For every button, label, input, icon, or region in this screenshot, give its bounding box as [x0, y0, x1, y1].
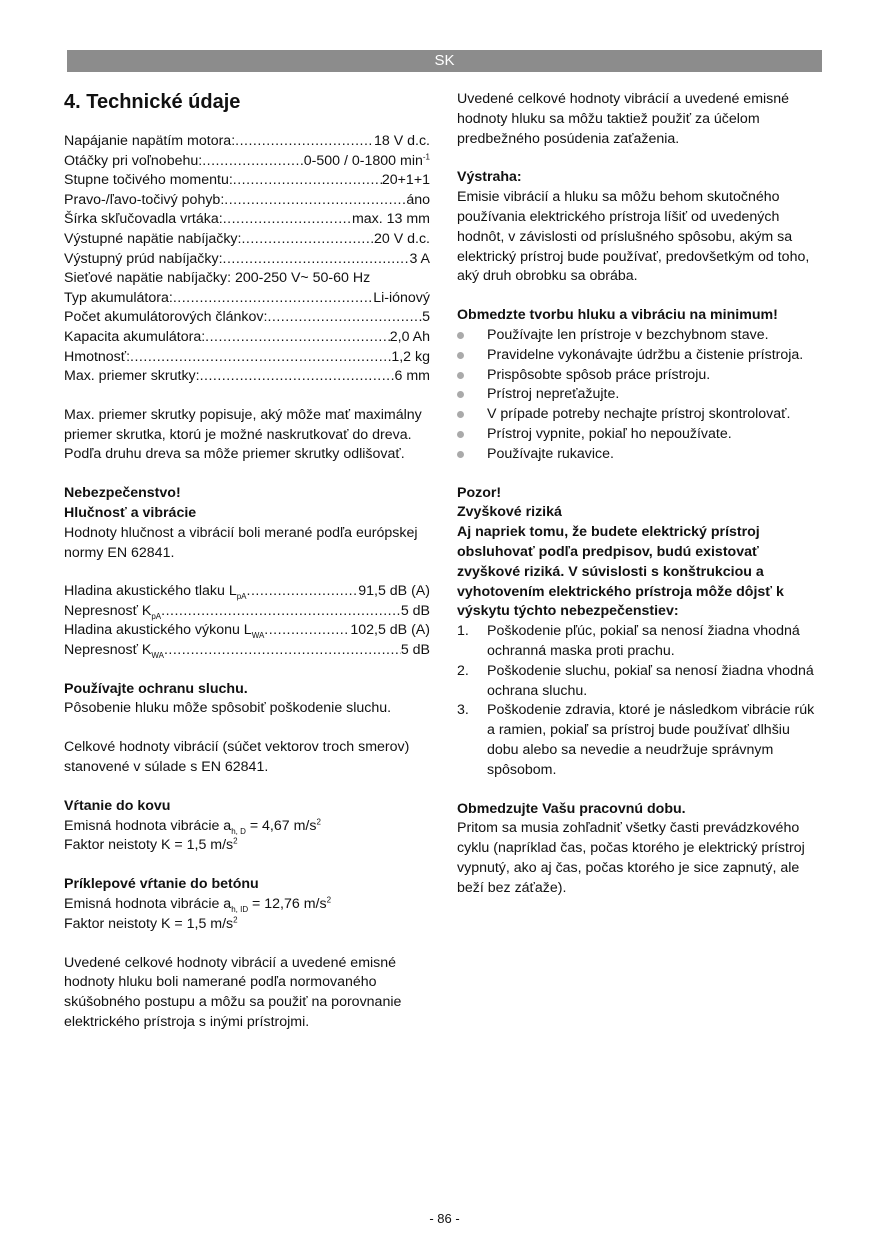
language-header-bar — [67, 50, 822, 72]
right-column — [457, 90, 825, 898]
noise-spec-row: Nepresnosť $K_{pA}$ ..... 5 dB — [64, 602, 430, 622]
spec-row: Hmotnosť: ..... 1,2 kg — [64, 348, 430, 368]
spec-row: Max. priemer skrutky: ..... 6 mm — [64, 367, 430, 387]
bullet-icon — [457, 411, 464, 418]
limit-heading: Obmedzte tvorbu hluku a vibráciu na minimum! — [457, 307, 778, 324]
danger-heading: Nebezpečenstvo! — [64, 485, 181, 502]
work-time-text: Pritom sa musia zohľadniť všetky časti prevádzkového cyklu (napríklad čas, počas ktorého je elektrický prístroj vypnutý, ako aj čas, počas ktorého je sice zapnutý, ale beží bez záťaže). — [457, 820, 805, 896]
screw-note: Max. priemer skrutky popisuje, aký môže mať maximálny priemer skrutka, ktorú je možné naskrutkovať do dreva. Podľa druhu dreva sa môže priemer skrutky odlišovať. — [64, 406, 422, 463]
caution-heading: Pozor! — [457, 484, 502, 501]
drill-metal-heading: Vŕtanie do kovu — [64, 797, 171, 814]
warning-heading: Výstraha: — [457, 169, 522, 186]
noise-spec-row: Nepresnosť $K_{WA}$ ..... 5 dB — [64, 641, 430, 661]
bullet-icon — [457, 332, 464, 339]
bullet-icon — [457, 372, 464, 379]
list-item: Prispôsobte spôsob práce prístroju. — [457, 366, 825, 386]
spec-row: Počet akumulátorových článkov: ..... 5 — [64, 308, 430, 328]
noise-heading: Hlučnosť a vibrácie — [64, 504, 197, 521]
spec-row: Výstupný prúd nabíjačky: ..... 3 A — [64, 250, 430, 270]
spec-row: Šírka skľučovadla vrtáka: ..... max. 13 mm — [64, 210, 430, 230]
list-item: 2. Poškodenie sluchu, pokiaľ sa nenosí žiadna vhodná ochrana sluchu. — [457, 662, 814, 699]
list-item: Pravidelne vykonávajte údržbu a čistenie prístroja. — [457, 346, 825, 366]
hammer-drill-heading: Príklepové vŕtanie do betónu — [64, 876, 259, 893]
spec-row: Napájanie napätím motora: ..... 18 V d.c. — [64, 132, 430, 152]
summary-text: Uvedené celkové hodnoty vibrácií a uvedené emisné hodnoty hluku boli namerané podľa normovaného skúšobného postupu a môžu sa použiť na porovnanie elektrického prístroja s inými prístrojmi. — [64, 954, 402, 1031]
warning-text: Emisie vibrácií a hluku sa môžu behom skutočného používania elektrického prístroja líšiť od uvedených hodnôt, v závislosti od príslušného spôsobu, akým sa elektrický prístroj bude používať, predovšetkým od toho, aký druh obrobku sa obrába. — [457, 189, 810, 285]
spec-row: Sieťové napätie nabíjačky: 200-250 V~ 50-60 Hz — [64, 270, 371, 287]
bullet-icon — [457, 451, 464, 458]
language-label: SK — [434, 52, 455, 69]
list-item: Prístroj vypnite, pokiaľ ho nepoužívate. — [457, 425, 825, 445]
spec-row: Výstupné napätie nabíjačky: ..... 20 V d.c. — [64, 230, 430, 250]
bullet-icon — [457, 391, 464, 398]
spec-row: Typ akumulátora: ..... Li-iónový — [64, 289, 430, 309]
hearing-protection-text: Pôsobenie hluku môže spôsobiť poškodenie sluchu. — [64, 700, 392, 717]
noise-spec-list — [64, 582, 430, 660]
intro-text: Uvedené celkové hodnoty vibrácií a uvedené emisné hodnoty hluku sa môžu taktiež použiť za účelom predbežného posúdenia zaťaženia. — [457, 91, 790, 147]
bullet-icon — [457, 431, 464, 438]
list-item: Prístroj nepreťažujte. — [457, 385, 825, 405]
list-item: V prípade potreby nechajte prístroj skontrolovať. — [457, 405, 825, 425]
limit-list — [457, 326, 825, 465]
spec-row: Stupne točivého momentu: ..... 20+1+1 — [64, 171, 430, 191]
bullet-icon — [457, 352, 464, 359]
residual-risk-heading: Zvyškové riziká — [457, 504, 562, 521]
noise-spec-row: Hladina akustického tlaku $L_{pA}$ ..... 91,5 dB (A) — [64, 582, 430, 602]
noise-text: Hodnoty hlučnost a vibrácií boli merané podľa európskej normy EN 62841. — [64, 524, 418, 561]
spec-list — [64, 132, 430, 387]
residual-risk-text: Aj napriek tomu, že budete elektrický prístroj obsluhovať podľa predpisov, budú existovať zvyškové riziká. V súvislosti s konštrukciou a vyhotovením elektrického prístroja môže dôjsť k výskytu týchto nebezpečenstiev: — [457, 524, 784, 620]
hammer-drill-uncertainty: Faktor neistoty K = 1,5 $m/s^2$ — [64, 915, 238, 932]
drill-metal-emission: Emisná hodnota vibrácie $a_{h, D} = 4,67$ $m/s^2$ — [64, 816, 321, 836]
section-title: 4. Technické údaje — [64, 91, 241, 113]
spec-row: Pravo-/ľavo-točivý pohyb: ..... áno — [64, 191, 430, 211]
vibration-total-text: Celkové hodnoty vibrácií (súčet vektorov troch smerov) stanovené v súlade s EN 62841. — [64, 739, 410, 776]
list-item: Používajte rukavice. — [457, 445, 825, 465]
spec-row: Kapacita akumulátora: ..... 2,0 Ah — [64, 328, 430, 348]
spec-row: Otáčky pri voľnobehu: ..... 0-500 / 0-1800 $\min^{-1}$ — [64, 152, 430, 172]
noise-spec-row: Hladina akustického výkonu $L_{WA}$ ..... 102,5 dB (A) — [64, 621, 430, 641]
drill-metal-uncertainty: Faktor neistoty K = 1,5 $m/s^2$ — [64, 836, 238, 854]
risk-list — [457, 622, 825, 780]
left-column — [64, 90, 430, 1033]
list-item: 3. Poškodenie zdravia, ktoré je následkom vibrácie rúk a ramien, pokiaľ sa prístroj bude používať dlhšiu dobu alebo sa nevedie a neudržuje správnym spôsobom. — [457, 702, 815, 778]
hearing-protection-heading: Používajte ochranu sluchu. — [64, 680, 248, 697]
hammer-drill-emission: Emisná hodnota vibrácie $a_{h, ID} = 12,76$ $m/s^2$ — [64, 895, 332, 914]
page-number: - 86 - — [429, 1211, 460, 1226]
list-item: Používajte len prístroje v bezchybnom stave. — [457, 326, 825, 346]
list-item: 1. Poškodenie pľúc, pokiaľ sa nenosí žiadna vhodná ochranná maska proti prachu. — [457, 623, 800, 659]
work-time-heading: Obmedzujte Vašu pracovnú dobu. — [457, 800, 686, 817]
